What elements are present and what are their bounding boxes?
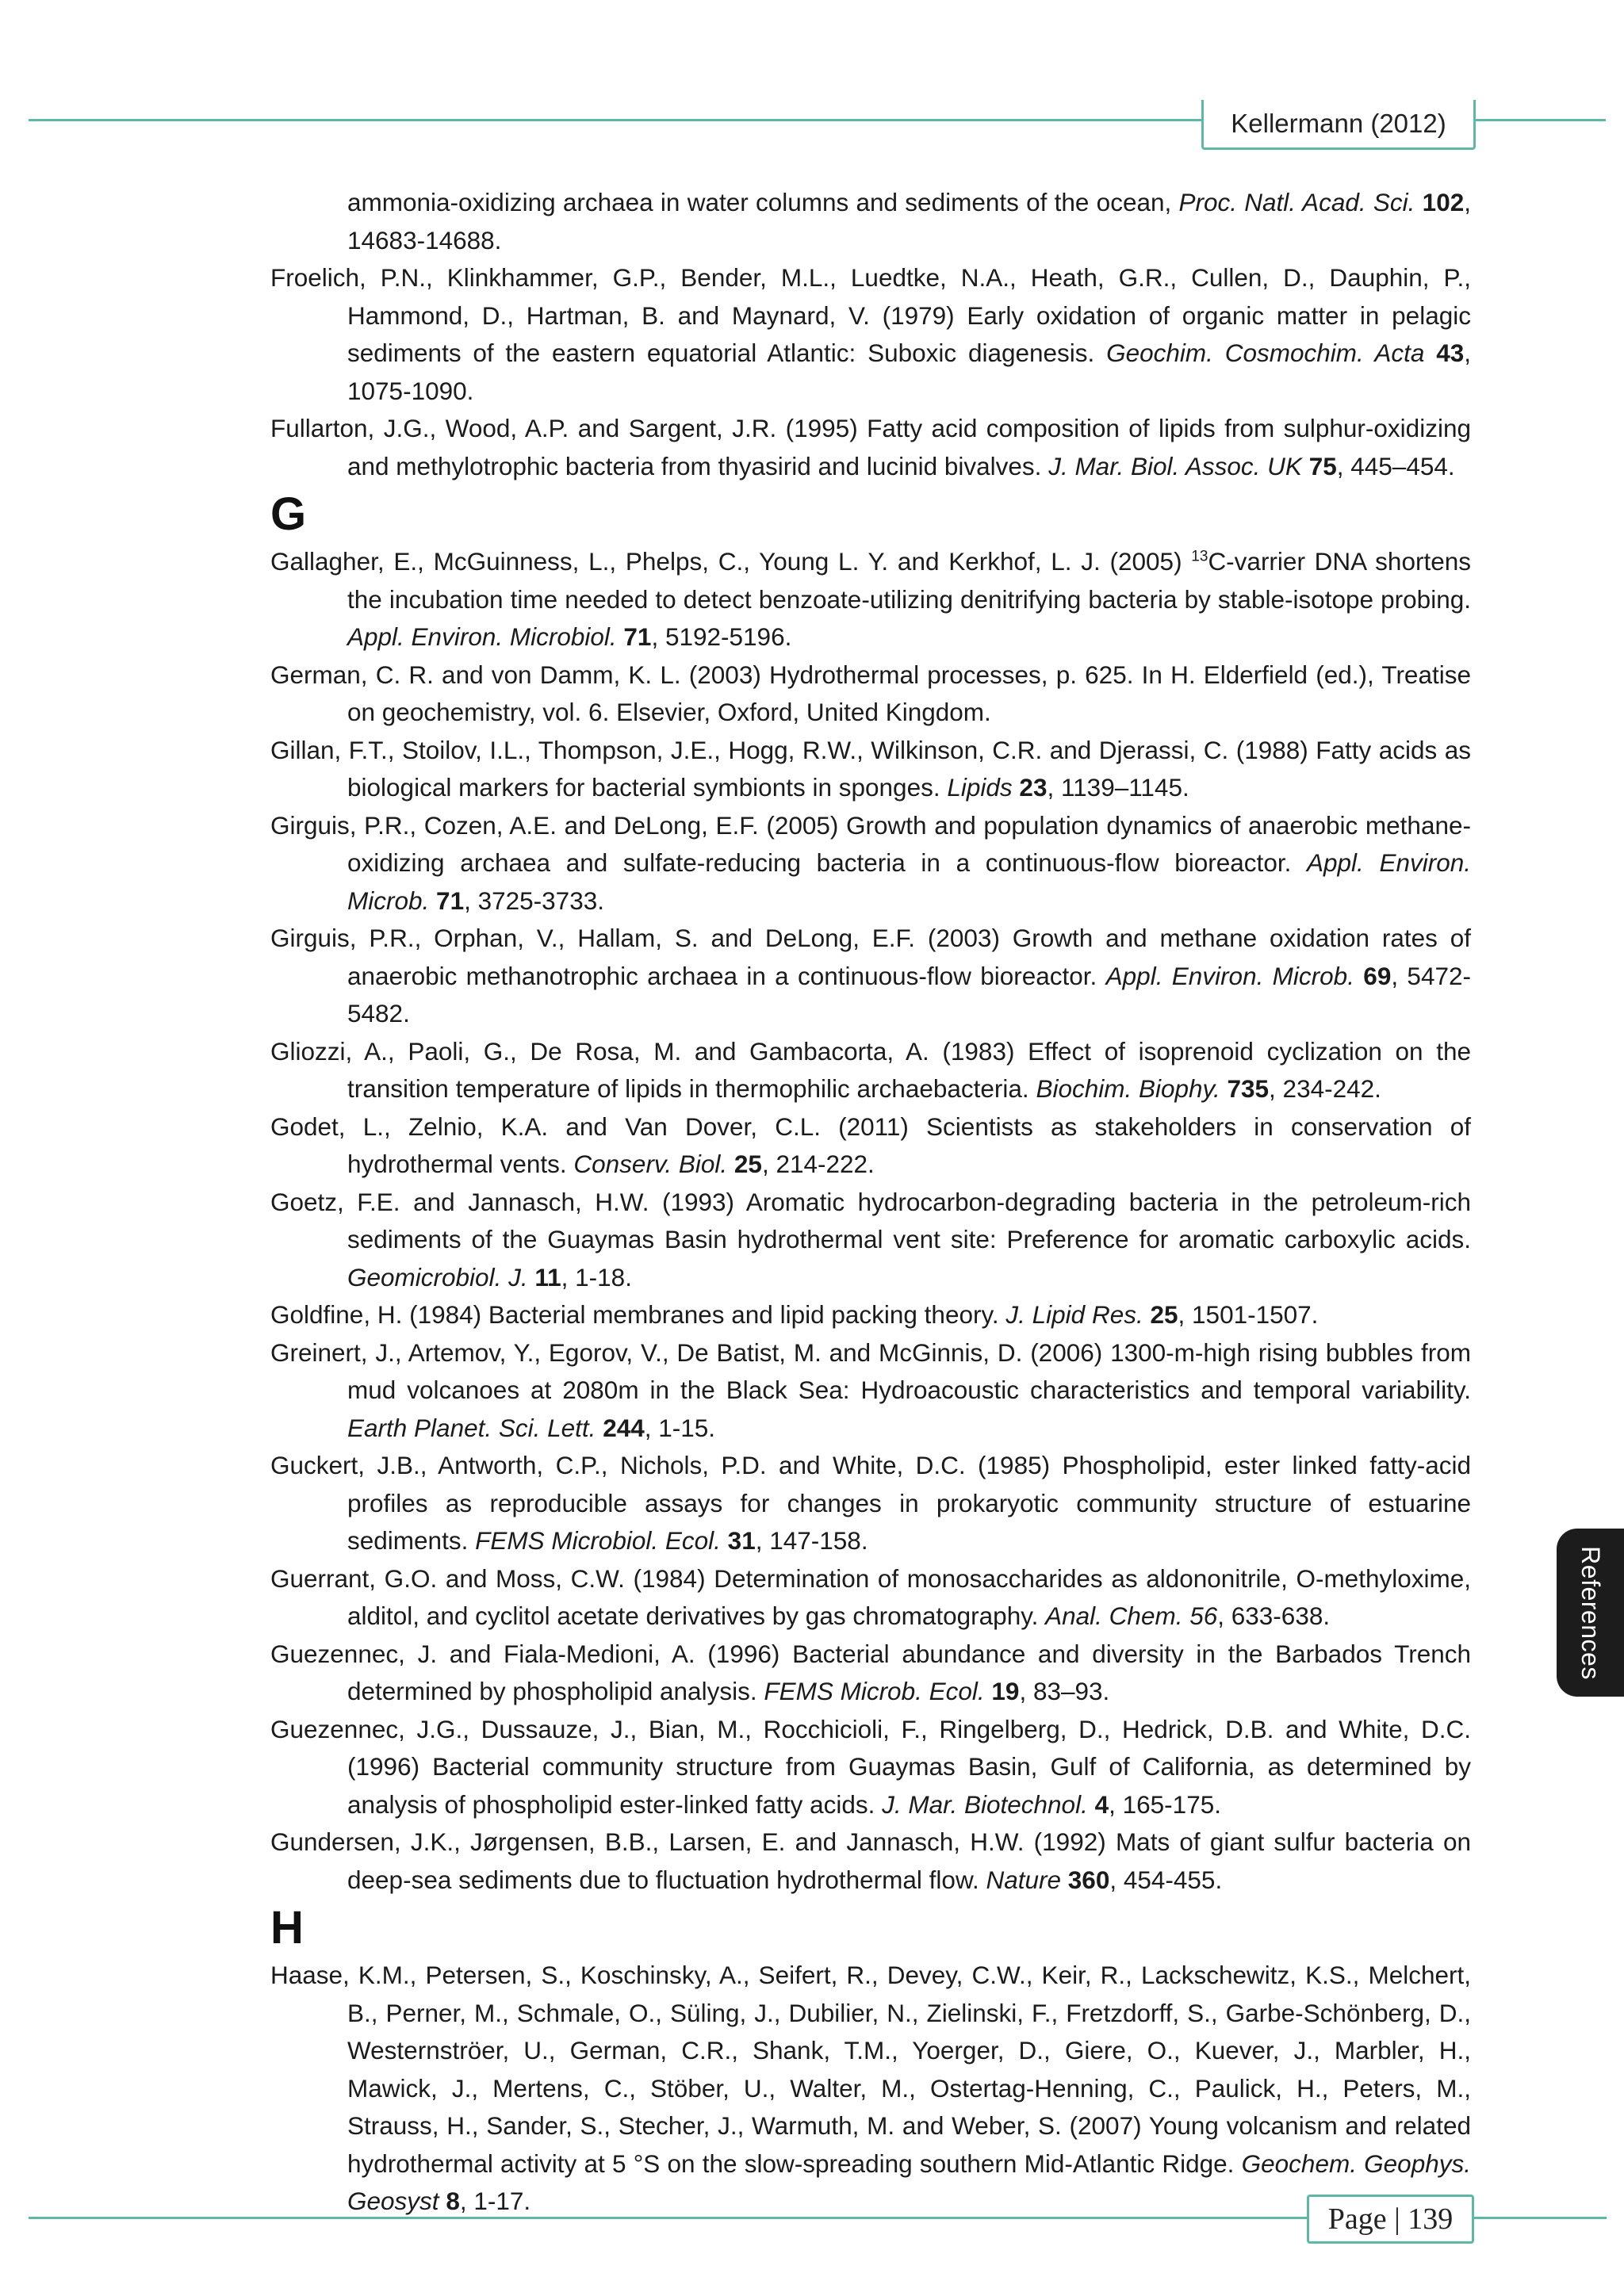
header-rule-right — [1471, 119, 1606, 121]
reference-entry: Gundersen, J.K., Jørgensen, B.B., Larsen, E. and Jannasch, H.W. (1992) Mats of giant sulfur bacteria on deep-sea sediments due to fluctuation hydrothermal flow. Nature 360, 454-455. — [270, 1827, 1471, 1894]
reference-entry: Goldfine, H. (1984) Bacterial membranes and lipid packing theory. J. Lipid Res. 25, 1501-1507. — [270, 1300, 1319, 1329]
section-letter-h: H — [270, 1902, 304, 1954]
reference-entry: Girguis, P.R., Orphan, V., Hallam, S. and DeLong, E.F. (2003) Growth and methane oxidation rates of anaerobic methanotrophic archaea in a continuous-flow bioreactor. Appl. Environ. Microb. 69, 5472-5482. — [270, 924, 1471, 1027]
reference-entry: Greinert, J., Artemov, Y., Egorov, V., De Batist, M. and McGinnis, D. (2006) 1300-m-high rising bubbles from mud volcanoes at 2080m in the Black Sea: Hydroacoustic characteristics and temporal variability. Earth Planet. Sci. Lett. 244, 1-15. — [270, 1337, 1471, 1442]
reference-entry: Guezennec, J. and Fiala-Medioni, A. (1996) Bacterial abundance and diversity in the Barbados Trench determined by phospholipid analysis. FEMS Microb. Ecol. 19, 83–93. — [270, 1639, 1471, 1705]
reference-entry: Guckert, J.B., Antworth, C.P., Nichols, P.D. and White, D.C. (1985) Phospholipid, ester linked fatty-acid profiles as reproducible assays for changes in prokaryotic community structure of estuarine sediments. FEMS Microbiol. Ecol. 31, 147-158. — [270, 1451, 1471, 1555]
running-head-text: Kellermann (2012) — [1231, 109, 1446, 138]
page-number-text: Page | 139 — [1327, 2202, 1454, 2236]
header-rule-left — [29, 119, 1204, 121]
running-head — [1201, 100, 1476, 150]
reference-entry-continued: ammonia-oxidizing archaea in water columns and sediments of the ocean, Proc. Natl. Acad. Sci. 102, 14683-14688. — [347, 188, 1471, 254]
reference-entry: Girguis, P.R., Cozen, A.E. and DeLong, E.F. (2005) Growth and population dynamics of anaerobic methane-oxidizing archaea and sulfate-reducing bacteria in a continuous-flow bioreactor. Appl. Environ. Microb. 71, 3725-3733. — [270, 810, 1472, 915]
footer-rule-left — [29, 2217, 1307, 2219]
reference-entry: Haase, K.M., Petersen, S., Koschinsky, A., Seifert, R., Devey, C.W., Keir, R., Lackschewitz, K.S., Melchert, B., Perner, M., Schmale, O., Süling, J., Dubilier, N., Zielinski, F., Fretzdorff, S., Garbe-Schönberg, D., Westernströer, U., German, C.R., Shank, T.M., Yoerger, D., Giere, O., Kuever, J., Marbler, H., Mawick, J., Mertens, C., Stöber, U., Walter, M., Ostertag-Henning, C., Paulick, H., Peters, M., Strauss, H., Sander, S., Stecher, J., Warmuth, M. and Weber, S. (2007) Young volcanism and related hydrothermal activity at 5 °S on the slow-spreading southern Mid-Atlantic Ridge. Geochem. Geophys. Geosyst 8, 1-17. — [270, 1961, 1471, 2215]
section-letter-g: G — [270, 488, 307, 540]
reference-entry: German, C. R. and von Damm, K. L. (2003) Hydrothermal processes, p. 625. In H. Elderfield (ed.), Treatise on geochemistry, vol. 6. Elsevier, Oxford, United Kingdom. — [270, 660, 1471, 726]
footer-rule-right — [1472, 2217, 1607, 2219]
reference-entry: Godet, L., Zelnio, K.A. and Van Dover, C.L. (2011) Scientists as stakeholders in conservation of hydrothermal vents. Conserv. Biol. 25, 214-222. — [270, 1112, 1471, 1178]
reference-entry: Gliozzi, A., Paoli, G., De Rosa, M. and Gambacorta, A. (1983) Effect of isoprenoid cyclization on the transition temperature of lipids in thermophilic archaebacteria. Biochim. Biophy. 735, 234-242. — [270, 1036, 1471, 1103]
reference-entry: Gallagher, E., McGuinness, L., Phelps, C., Young L. Y. and Kerkhof, L. J. (2005) $^{13}$C-varrier DNA shortens the incubation time needed to detect benzoate-utilizing denitrifying bacteria by stable-isotope probing. Appl. Environ. Microbiol. 71, 5192-5196. — [270, 547, 1471, 651]
page-number — [1307, 2195, 1474, 2244]
reference-entry: Froelich, P.N., Klinkhammer, G.P., Bender, M.L., Luedtke, N.A., Heath, G.R., Cullen, D., Dauphin, P., Hammond, D., Hartman, B. and Maynard, V. (1979) Early oxidation of organic matter in pelagic sediments of the eastern equatorial Atlantic: Suboxic diagenesis. Geochim. Cosmochim. Acta 43, 1075-1090. — [270, 263, 1471, 405]
reference-entry: Guerrant, G.O. and Moss, C.W. (1984) Determination of monosaccharides as aldononitrile, O-methyloxime, alditol, and cyclitol acetate derivatives by gas chromatography. Anal. Chem. 56, 633-638. — [270, 1563, 1471, 1630]
reference-list — [270, 184, 1471, 2221]
reference-entry: Fullarton, J.G., Wood, A.P. and Sargent, J.R. (1995) Fatty acid composition of lipids from sulphur-oxidizing and methylotrophic bacteria from thyasirid and lucinid bivalves. J. Mar. Biol. Assoc. UK 75, 445–454. — [270, 414, 1471, 480]
reference-entry: Gillan, F.T., Stoilov, I.L., Thompson, J.E., Hogg, R.W., Wilkinson, C.R. and Djerassi, C. (1988) Fatty acids as biological markers for bacterial symbionts in sponges. Lipids 23, 1139–1145. — [270, 735, 1471, 802]
side-tab-label: References — [1576, 1545, 1606, 1680]
section-side-tab — [1557, 1529, 1624, 1697]
reference-entry: Goetz, F.E. and Jannasch, H.W. (1993) Aromatic hydrocarbon-degrading bacteria in the petroleum-rich sediments of the Guaymas Basin hydrothermal vent site: Preference for aromatic carboxylic acids. Geomicrobiol. J. 11, 1-18. — [270, 1187, 1471, 1292]
reference-entry: Guezennec, J.G., Dussauze, J., Bian, M., Rocchicioli, F., Ringelberg, D., Hedrick, D.B. and White, D.C. (1996) Bacterial community structure from Guaymas Basin, Gulf of California, as determined by analysis of phospholipid ester-linked fatty acids. J. Mar. Biotechnol. 4, 165-175. — [270, 1714, 1471, 1819]
